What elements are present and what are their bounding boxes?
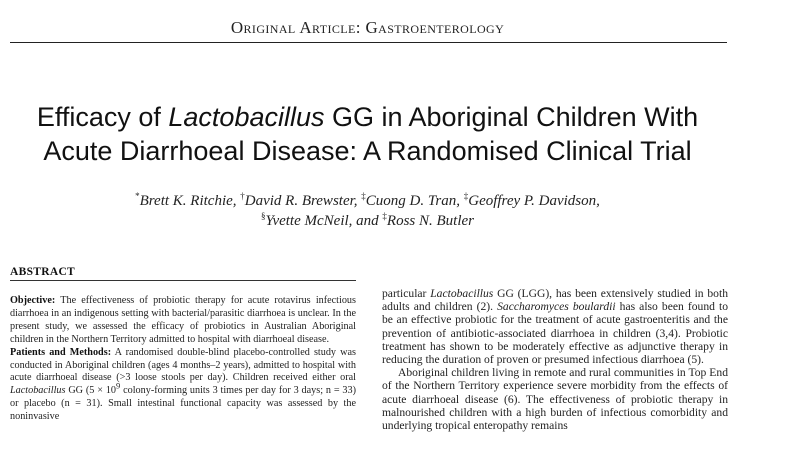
author-name: David R. Brewster xyxy=(244,193,354,209)
body-organism: Lactobacillus xyxy=(430,287,494,300)
methods-text-c: colony-forming units 3 times per day for 3 days; n = 33) or placebo (n = 31). Small intestinal functional capacity was assessed by the noninvasive xyxy=(10,385,356,423)
article-title xyxy=(0,100,735,168)
author-name: Brett K. Ritchie xyxy=(139,193,233,209)
methods-organism: Lactobacillus xyxy=(10,385,66,397)
body-paragraph-2: Aboriginal children living in remote and rural communities in Top End of the Northern Territory experience severe morbidity from the effects of acute diarrhoeal disease (6). The effectiveness of probiotic therapy in malnourished children with a high burden of infectious comorbidity and underlying tropical enteropathy remains xyxy=(382,366,728,433)
author-separator: , xyxy=(232,193,241,209)
title-line-1 xyxy=(0,100,735,134)
affiliation-mark: * xyxy=(135,191,140,201)
author-line-2 xyxy=(0,211,735,231)
author-separator: , and xyxy=(348,213,383,229)
affiliation-mark: ‡ xyxy=(382,211,387,221)
objective-text: The effectiveness of probiotic therapy for acute rotavirus infectious diarrhoea in an indigenous setting with bacterial/parasitic diarrhoea is unclear. In the present study, we assessed the efficacy of probiotics in Australian Aboriginal children in the Northern Territory admitted to hospital with diarrhoeal disease. xyxy=(10,295,356,345)
author-line-1 xyxy=(0,191,735,211)
methods-text-b: GG (5 × 10 xyxy=(65,385,117,397)
body-text: has also been found to be an effective probiotic for the treatment of acute gastroenteritis and the prevention of antibiotic-associated diarrhoea in children (3,4). Probiotic treatment has shown to be moderately effective as adjunctive therapy in reducing the duration of proven or presumed infectious diarrhoea (5). xyxy=(382,300,729,367)
methods-exponent: 9 xyxy=(116,380,121,391)
journal-section-header xyxy=(0,18,735,38)
author-name: Geoffrey P. Davidson xyxy=(468,193,597,209)
body-column xyxy=(382,287,728,432)
author-name: Ross N. Butler xyxy=(386,213,475,229)
title-text-2: GG in Aboriginal Children With xyxy=(324,102,699,132)
header-divider xyxy=(10,42,727,43)
title-line-2: Acute Diarrhoeal Disease: A Randomised Clinical Trial xyxy=(43,136,692,166)
body-text: particular xyxy=(382,287,431,300)
methods-label: Patients and Methods: xyxy=(10,346,112,358)
author-list xyxy=(0,191,735,231)
author-name: Yvette McNeil xyxy=(265,213,349,229)
abstract-methods xyxy=(10,347,356,424)
affiliation-mark: † xyxy=(240,191,245,201)
abstract-heading: ABSTRACT xyxy=(10,266,76,278)
section-label: Original Article: Gastroenterology xyxy=(230,18,505,37)
title-text-1: Efficacy of xyxy=(36,102,169,132)
author-separator: , xyxy=(353,193,362,209)
author-separator: , xyxy=(596,193,600,209)
abstract-objective xyxy=(10,295,356,347)
affiliation-mark: ‡ xyxy=(463,191,469,201)
body-text: GG (LGG), has been extensively studied in both adults and children (2). xyxy=(382,287,728,314)
title-organism: Lactobacillus xyxy=(168,102,325,132)
abstract-divider xyxy=(10,280,356,281)
body-paragraph-1 xyxy=(382,287,728,366)
author-name: Cuong D. Tran xyxy=(365,193,457,209)
body-organism: Saccharomyces boulardii xyxy=(497,300,616,314)
affiliation-mark: ‡ xyxy=(361,191,366,201)
methods-text-a: A randomised double-blind placebo-controlled study was conducted in Aboriginal children (ages 4 months–2 years), admitted to hospital with acute diarrhoeal disease (>3 loose stools per day). Children received either oral xyxy=(10,346,356,384)
abstract-column xyxy=(10,295,356,424)
author-separator: , xyxy=(456,193,464,209)
objective-label: Objective: xyxy=(10,295,56,306)
affiliation-mark: § xyxy=(260,211,266,221)
